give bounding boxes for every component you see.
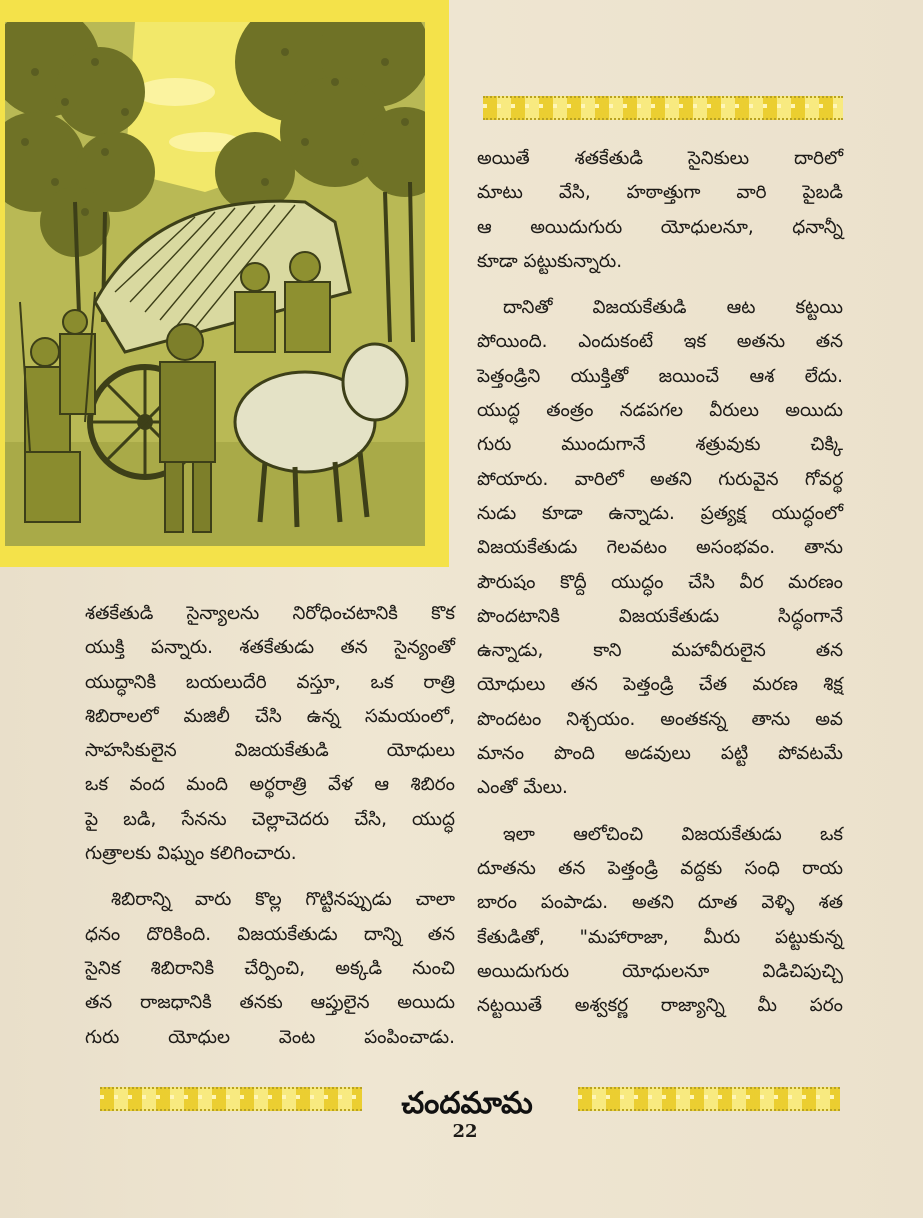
text-line: ఒక వంద మంది అర్థరాత్రి వేళ ఆ శిబిరం [85, 774, 455, 796]
text-line: ఎంతో మేలు. [477, 777, 568, 799]
text-line: నుడు కూడా ఉన్నాడు. ప్రత్యక్ష యుద్ధంలో [477, 502, 843, 524]
text-line: యుక్తి పన్నారు. శతకేతుడు తన సైన్యంతో [85, 637, 455, 659]
text-line: అయిదుగురు యోధులనూ విడిచిపుచ్చి [477, 960, 843, 982]
text-line: యుద్ధ తంత్రం నడపగల వీరులు అయిదు [477, 400, 843, 422]
text-line: ఉన్నాడు, కాని మహావీరులైన తన [477, 640, 843, 662]
right-column-text [477, 142, 843, 1023]
text-line: పొందటం నిశ్చయం. అంతకన్న తాను అవ [477, 708, 843, 730]
text-line: మాటు వేసి, హఠాత్తుగా వారి పైబడి [477, 182, 843, 204]
text-line: కూడా పట్టుకున్నారు. [477, 250, 623, 272]
text-line: పౌరుషం కొద్దీ యుద్ధం చేసి వీర మరణం [477, 571, 843, 593]
text-line: శతకేతుడి సైన్యాలను నిరోధించటానికి కొక [85, 603, 455, 624]
text-line: మానం పొంది అడవులు పట్టి పోవటమే [477, 743, 843, 765]
text-line: కేతుడితో, "మహారాజా, మీరు పట్టుకున్న [477, 926, 843, 948]
text-line: ధనం దొరికింది. విజయకేతుడు దాన్ని తన [85, 923, 455, 945]
left-column-text [85, 597, 455, 1055]
text-line: గురు యోధుల వెంట పంపించాడు. [85, 1026, 455, 1048]
text-line: ఆ అయిదుగురు యోధులనూ, ధనాన్నీ [477, 216, 843, 238]
text-line: పెత్తండ్రిని యుక్తితో జయించే ఆశ లేదు. [477, 365, 843, 387]
text-line: అయితే శతకేతుడి సైనికులు దారిలో [477, 148, 843, 169]
text-line: గుత్రాలకు విఘ్నం కలిగించారు. [85, 843, 297, 865]
illustration-frame [0, 0, 449, 567]
text-line: తన రాజధానికి తనకు ఆప్తులైన అయిదు [85, 992, 455, 1014]
text-line: పై బడి, సేనను చెల్లాచెదరు చేసి, యుద్ధ [85, 808, 455, 830]
text-line: దానితో విజయకేతుడి ఆట కట్టయి [503, 297, 843, 319]
text-line: నట్టయితే అశ్వకర్ణ రాజ్యాన్ని మీ పరం [477, 995, 843, 1017]
text-line: దూతను తన పెత్తండ్రి వద్దకు సంధి రాయ [477, 857, 843, 879]
text-line: గురు ముందుగానే శత్రువుకు చిక్కి [477, 434, 843, 456]
text-line: శిబిరాన్ని వారు కొల్ల గొట్టినప్పుడు చాలా [111, 889, 455, 911]
text-line: శిబిరాలలో మజిలీ చేసి ఉన్న సమయంలో, [85, 705, 455, 727]
magazine-title: చందమామ [401, 1086, 533, 1121]
ornament-border-footer-right [578, 1087, 840, 1111]
page-number: 22 [452, 1121, 478, 1142]
text-line: సాహసికులైన విజయకేతుడి యోధులు [85, 740, 455, 762]
text-line: యుద్ధానికి బయలుదేరి వస్తూ, ఒక రాత్రి [85, 671, 455, 693]
text-line: ఇలా ఆలోచించి విజయకేతుడు ఒక [503, 823, 843, 845]
ox-cart-illustration [5, 22, 425, 546]
text-line: పోయింది. ఎందుకంటే ఇక అతను తన [477, 331, 843, 353]
ox-cart-scene-icon [5, 22, 425, 546]
ornament-border-footer-left [100, 1087, 362, 1111]
text-line: పొందటానికి విజయకేతుడు సిద్ధంగానే [477, 605, 843, 627]
text-line: యోధులు తన పెత్తండ్రి చేత మరణ శిక్ష [477, 674, 843, 696]
text-line: పోయారు. వారిలో అతని గురువైన గోవర్థ [477, 468, 843, 490]
text-line: బారం పంపాడు. అతని దూత వెళ్ళి శత [477, 892, 843, 914]
text-line: విజయకేతుడు గెలవటం అసంభవం. తాను [477, 537, 843, 559]
text-line: సైనిక శిబిరానికి చేర్పించి, అక్కడి నుంచి [85, 957, 455, 979]
ornament-border-top [483, 96, 843, 120]
